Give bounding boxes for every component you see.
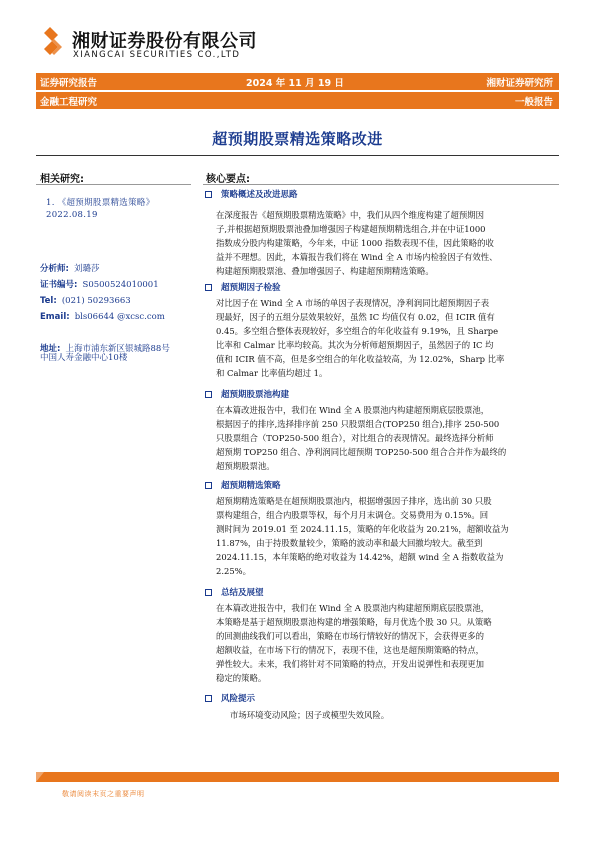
institute-name: 湘财证券研究所 xyxy=(486,78,553,89)
section-title-text: 总结及展望 xyxy=(221,588,264,598)
report-subcategory: 一般报告 xyxy=(514,97,553,108)
email-value[interactable]: bls06644 @xcsc.com xyxy=(74,312,165,322)
checkbox-bullet-icon xyxy=(205,695,212,702)
section-title xyxy=(205,188,298,200)
section-title xyxy=(205,479,281,491)
paragraph-line: 超预期精选策略是在超预期股票池内，根据增强因子排序，选出前 30 只股 xyxy=(216,496,492,506)
address-label: 地址: xyxy=(40,344,61,354)
paragraph-line: 本策略是基于超预期股票池构建的增强策略，每月优选个股 30 只。从策略 xyxy=(216,617,492,627)
section-paragraph xyxy=(216,494,560,578)
paragraph-line: 超额收益，在市场下行的情况下，表现不佳，这也是超预期策略的特点， xyxy=(216,645,484,655)
paragraph-line: 在本篇改进报告中，我们在 Wind 全 A 股票池内构建超预期底层股票池， xyxy=(216,603,490,613)
paragraph-line: 比率和 Calmar 比率均较高。其次为分析师超预期因子，虽然因子的 IC 均 xyxy=(216,340,494,350)
paragraph-line: 11.87%，由于持股数量较少，策略的波动率和最大回撤均较大。截至到 xyxy=(216,538,483,548)
report-type: 证券研究报告 xyxy=(40,78,98,89)
section-title-text: 风险提示 xyxy=(221,694,256,704)
footer-disclaimer-note: 敬请阅读末页之重要声明 xyxy=(62,790,145,798)
paragraph-line: 票构建组合，组合内股票等权，每个月月末调仓。交易费用为 0.15%。回 xyxy=(216,510,489,520)
xiangcai-logo-icon xyxy=(40,26,64,60)
section-paragraph xyxy=(216,208,560,278)
paragraph-line: 构建超预期股票池、叠加增强因子、构建超预期精选策略。 xyxy=(216,266,434,276)
title-divider xyxy=(36,155,559,156)
section-title-text: 策略概述及改进思路 xyxy=(221,190,298,200)
section-title xyxy=(205,388,289,400)
cert-label: 证书编号: xyxy=(40,280,78,290)
paragraph-line: 在本篇改进报告中，我们在 Wind 全 A 股票池内构建超预期底层股票池， xyxy=(216,405,490,415)
paragraph-line: 2.25%。 xyxy=(216,566,251,576)
related-research-heading: 相关研究: xyxy=(40,174,84,185)
checkbox-bullet-icon xyxy=(205,589,212,596)
section-title-text: 超预期股票池构建 xyxy=(221,390,290,400)
section-title-text: 超预期精选策略 xyxy=(221,481,281,491)
paragraph-line: 值和 ICIR 值不高，但是多空组合的年化收益较高，为 12.02%，Sharp 比率 xyxy=(216,354,505,364)
paragraph-line: 益并不理想。因此，本篇报告我们将在 Wind 全 A 市场内检验因子有效性、 xyxy=(216,252,498,262)
cert-value: S0500524010001 xyxy=(82,280,159,290)
checkbox-bullet-icon xyxy=(205,284,212,291)
paragraph-line: 和 Calmar 比率值均超过 1。 xyxy=(216,368,328,378)
checkbox-bullet-icon xyxy=(205,191,212,198)
address-line-2: 中国人寿金融中心10楼 xyxy=(40,353,128,363)
paragraph-line: 对比因子在 Wind 全 A 市场的单因子表现情况，净利润同比超预期因子表 xyxy=(216,298,490,308)
related-research-date: 2022.08.19 xyxy=(46,210,98,220)
section-title xyxy=(205,586,264,598)
paragraph-line: 的回测曲线我们可以看出，策略在市场行情较好的情况下，会获得更多的 xyxy=(216,631,484,641)
section-paragraph xyxy=(216,403,560,473)
paragraph-line: 只股票组合（TOP250-500 组合），对比组合的表现情况。最终选择分析师 xyxy=(216,433,494,443)
paragraph-line: 现最好，因子的五组分层效果较好，虽然 IC 均值仅有 0.02，但 ICIR 值有 xyxy=(216,312,495,322)
paragraph-line: 超预期 TOP250 组合、净利润同比超预期 TOP250-500 组合合并作为最终的 xyxy=(216,447,507,457)
report-date: 2024 年 11 月 19 日 xyxy=(246,78,344,89)
paragraph-line: 测时间为 2019.01 至 2024.11.15，策略的年化收益为 20.21%，超额收益为 xyxy=(216,524,509,534)
paragraph-line: 根据因子的排序,选择排序前 250 只股票组合(TOP250 组合),排序 250-500 xyxy=(216,419,500,429)
paragraph-line: 2024.11.15，本年策略的绝对收益为 14.42%，超额 wind 全 A 指数收益为 xyxy=(216,552,504,562)
paragraph-line: 子,并根据超预期股票池叠加增强因子构建超预期精选组合,并在中证1000 xyxy=(216,224,486,234)
paragraph-line: 稳定的策略。 xyxy=(216,673,267,683)
report-category: 金融工程研究 xyxy=(40,97,98,108)
section-paragraph xyxy=(216,601,560,685)
paragraph-line: 弹性较大。未来，我们将针对不同策略的特点，开发出说弹性和表现更加 xyxy=(216,659,484,669)
risk-text: 市场环境变动风险；因子或模型失效风险。 xyxy=(230,710,390,720)
header-band-bottom xyxy=(36,92,559,109)
tel-label: Tel: xyxy=(40,296,57,306)
checkbox-bullet-icon xyxy=(205,391,212,398)
section-title xyxy=(205,281,281,293)
company-name-en: XIANGCAI SECURITIES CO.,LTD xyxy=(73,50,241,60)
report-title: 超预期股票精选策略改进 xyxy=(212,130,383,148)
paragraph-line: 超预期股票池。 xyxy=(216,461,275,471)
left-heading-divider xyxy=(36,184,191,185)
section-paragraph xyxy=(216,296,560,380)
paragraph-line: 指数成分股内构建策略，今年来，中证 1000 指数表现不佳，因此策略的收 xyxy=(216,238,494,248)
analyst-name: 刘璐莎 xyxy=(74,264,100,274)
company-name-cn: 湘财证券股份有限公司 xyxy=(72,31,257,52)
related-research-link[interactable]: 1. 《超预期股票精选策略》 xyxy=(46,198,155,208)
analyst-label: 分析师: xyxy=(40,264,69,274)
address-line-1: 上海市浦东新区银城路88号 xyxy=(65,344,170,354)
email-row xyxy=(40,304,165,323)
key-points-heading: 核心要点: xyxy=(206,174,250,185)
email-label: Email: xyxy=(40,312,70,322)
checkbox-bullet-icon xyxy=(205,482,212,489)
section-title xyxy=(205,692,255,704)
paragraph-line: 0.45。多空组合整体表现较好，多空组合的年化收益有 9.19%，且 Sharpe xyxy=(216,326,499,336)
right-heading-divider xyxy=(203,184,559,185)
paragraph-line: 在深度报告《超预期股票精选策略》中，我们从四个维度构建了超预期因 xyxy=(216,210,484,220)
section-title-text: 超预期因子检验 xyxy=(221,283,281,293)
header-band-top xyxy=(36,73,559,90)
footer-bar xyxy=(36,772,559,782)
tel-value: (021) 50293663 xyxy=(61,296,131,306)
